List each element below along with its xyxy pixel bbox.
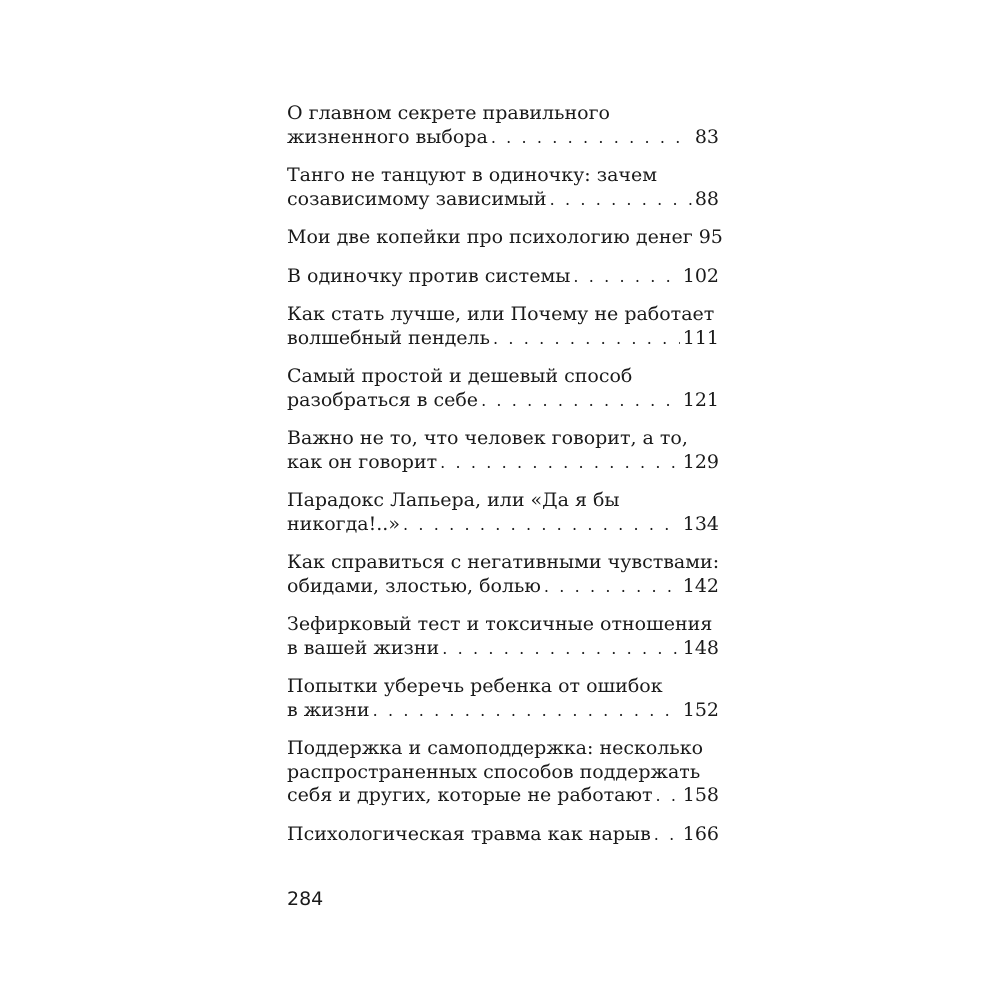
toc-entry [287, 551, 719, 598]
table-of-contents [287, 102, 723, 861]
dot-leader [493, 327, 680, 351]
toc-entry [287, 164, 719, 211]
toc-entry [287, 303, 719, 350]
toc-entry-last-line [287, 823, 719, 847]
toc-entry-title-tail: созависимому зависимый [287, 187, 547, 210]
toc-entry-title-tail: в вашей жизни [287, 636, 440, 659]
toc-entry-page-number: 102 [682, 264, 719, 287]
toc-entry-page-number: 121 [682, 388, 719, 411]
toc-entry-title-tail: жизненного выбора [287, 125, 488, 148]
toc-entry-page-number: 158 [682, 784, 719, 806]
toc-entry [287, 613, 719, 660]
toc-entry-last-line [287, 513, 719, 537]
toc-entry-last-line [287, 126, 719, 150]
dot-leader [403, 513, 680, 537]
toc-entry-page-number: 148 [682, 636, 719, 659]
toc-entry-page-number: 111 [682, 326, 719, 349]
toc-entry [287, 226, 723, 250]
toc-entry-page-number: 134 [682, 512, 719, 535]
toc-entry-title-tail: как он говорит [287, 450, 438, 473]
toc-entry-title-line: Зефирковый тест и токсичные отношения [287, 613, 713, 635]
dot-leader [491, 126, 692, 150]
toc-entry-page-number: 129 [682, 450, 719, 473]
dot-leader [656, 784, 680, 808]
toc-entry-title-tail: Психологическая травма как нарыв [287, 822, 651, 845]
toc-entry-last-line [287, 784, 719, 808]
toc-entry [287, 737, 719, 808]
toc-entry-title-tail: В одиночку против системы [287, 264, 571, 287]
toc-entry [287, 365, 719, 412]
dot-leader [440, 451, 680, 475]
toc-entry [287, 102, 719, 149]
toc-entry-page-number: 152 [682, 698, 719, 721]
toc-entry-title-line: Танго не танцуют в одиночку: зачем [287, 164, 658, 186]
dot-leader [654, 823, 680, 847]
toc-entry-title-tail: никогда!..» [287, 512, 400, 535]
toc-entry-last-line [287, 637, 719, 661]
toc-entry-last-line [287, 699, 719, 723]
toc-entry-page-number: 95 [698, 226, 723, 248]
toc-entry-title-line: Самый простой и дешевый способ [287, 365, 633, 387]
toc-entry-title-line: О главном секрете правильного [287, 102, 610, 124]
toc-entry-last-line [287, 188, 719, 212]
toc-entry-last-line [287, 575, 719, 599]
toc-entry-last-line [287, 451, 719, 475]
toc-entry-page-number: 88 [694, 187, 719, 210]
toc-entry-page-number: 83 [694, 125, 719, 148]
toc-entry [287, 823, 719, 847]
toc-entry-title-line: Попытки уберечь ребенка от ошибок [287, 675, 663, 697]
toc-entry-title-tail: обидами, злостью, болью [287, 574, 541, 597]
toc-entry [287, 675, 719, 722]
toc-entry-title-line: Парадокс Лапьера, или «Да я бы [287, 489, 620, 511]
toc-entry-last-line [287, 327, 719, 351]
dot-leader [442, 637, 680, 661]
toc-entry-last-line [287, 389, 719, 413]
toc-entry-last-line [287, 265, 719, 289]
page-number: 284 [287, 888, 324, 910]
dot-leader [481, 389, 680, 413]
toc-entry-title-line: Как стать лучше, или Почему не работает [287, 303, 715, 325]
dot-leader [373, 699, 680, 723]
toc-entry-title-line: Поддержка и самоподдержка: несколько [287, 737, 704, 759]
dot-leader [573, 265, 679, 289]
toc-entry-title-tail: Мои две копейки про психологию денег [287, 226, 693, 248]
toc-entry [287, 265, 719, 289]
toc-entry [287, 427, 719, 474]
toc-entry-title-line: распространенных способов поддержать [287, 760, 701, 783]
dot-leader [544, 575, 680, 599]
toc-entry-page-number: 166 [682, 822, 719, 845]
toc-entry-last-line [287, 226, 723, 250]
toc-entry-title-tail: себя и других, которые не работают [287, 784, 653, 806]
toc-entry-title-tail: в жизни [287, 698, 370, 721]
toc-entry-title-tail: волшебный пендель [287, 326, 490, 349]
toc-entry [287, 489, 719, 536]
toc-entry-title-line: Важно не то, что человек говорит, а то, [287, 427, 688, 449]
toc-entry-title-tail: разобраться в себе [287, 388, 479, 411]
toc-entry-page-number: 142 [682, 574, 719, 597]
dot-leader [550, 188, 692, 212]
toc-entry-title-line: Как справиться с негативными чувствами: [287, 551, 720, 573]
